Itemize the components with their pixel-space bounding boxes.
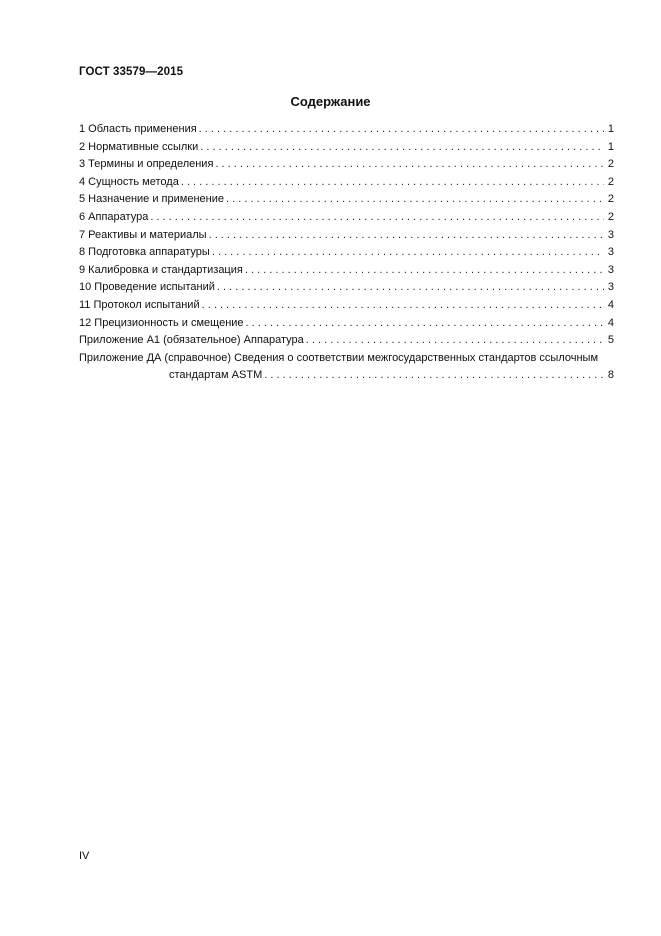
toc-entry-label: 2 Нормативные ссылки xyxy=(79,140,199,153)
toc-entry-page: 2 xyxy=(607,158,614,171)
toc-entry-apparatus[interactable] xyxy=(79,209,614,227)
toc-entry-page: 4 xyxy=(607,316,614,329)
dot-leader xyxy=(306,332,604,350)
toc-entry-label: 10 Проведение испытаний xyxy=(79,281,215,294)
dot-leader xyxy=(199,121,604,139)
toc-entry-page: 3 xyxy=(607,246,614,259)
table-of-contents xyxy=(79,121,614,385)
toc-entry-purpose[interactable] xyxy=(79,191,614,209)
toc-entry-label: 5 Назначение и применение xyxy=(79,193,224,206)
toc-entry-page: 2 xyxy=(607,175,614,188)
dot-leader xyxy=(226,191,604,209)
toc-entry-page: 3 xyxy=(607,228,614,241)
toc-entry-label: 6 Аппаратура xyxy=(79,210,149,223)
toc-entry-label: 3 Термины и определения xyxy=(79,158,214,171)
toc-entry-label: 11 Протокол испытаний xyxy=(79,298,200,311)
toc-entry-calibration[interactable] xyxy=(79,262,614,280)
page-number: IV xyxy=(79,850,90,862)
toc-entry-label: 12 Прецизионность и смещение xyxy=(79,316,244,329)
toc-entry-page: 3 xyxy=(607,281,614,294)
toc-entry-page: 3 xyxy=(607,263,614,276)
toc-entry-appendix-da[interactable] xyxy=(79,350,614,385)
dot-leader xyxy=(217,279,604,297)
toc-entry-page: 1 xyxy=(607,140,614,153)
toc-title: Содержание xyxy=(290,94,371,109)
dot-leader xyxy=(150,209,604,227)
toc-entry-method-essence[interactable] xyxy=(79,174,614,192)
toc-entry-label: 4 Сущность метода xyxy=(79,175,179,188)
toc-entry-scope[interactable] xyxy=(79,121,614,139)
document-code: ГОСТ 33579—2015 xyxy=(79,66,184,78)
dot-leader xyxy=(200,139,604,157)
dot-leader xyxy=(215,156,604,174)
toc-entry-page: 5 xyxy=(607,334,614,347)
dot-leader xyxy=(264,367,604,385)
toc-entry-precision[interactable] xyxy=(79,315,614,333)
toc-entry-page: 8 xyxy=(607,369,614,382)
toc-entry-label: 7 Реактивы и материалы xyxy=(79,228,207,241)
toc-entry-label: 8 Подготовка аппаратуры xyxy=(79,246,210,259)
toc-entry-test-report[interactable] xyxy=(79,297,614,315)
toc-entry-label: 1 Область применения xyxy=(79,123,197,135)
dot-leader xyxy=(181,174,604,192)
toc-entry-page: 2 xyxy=(607,193,614,206)
toc-entry-page: 4 xyxy=(607,298,614,311)
toc-entry-page: 1 xyxy=(607,123,614,135)
toc-entry-appendix-a1[interactable] xyxy=(79,332,614,350)
dot-leader xyxy=(202,297,604,315)
toc-entry-reagents[interactable] xyxy=(79,227,614,245)
dot-leader xyxy=(245,262,604,280)
toc-entry-terms[interactable] xyxy=(79,156,614,174)
toc-entry-label: 9 Калибровка и стандартизация xyxy=(79,263,243,276)
toc-entry-label-line1: Приложение ДА (справочное) Сведения о соответствии межгосударственных стандартов ссылочным xyxy=(79,351,599,364)
toc-entry-normative-references[interactable] xyxy=(79,139,614,157)
toc-entry-testing[interactable] xyxy=(79,279,614,297)
toc-entry-label-line2: стандартам ASTM xyxy=(169,369,263,382)
toc-entry-apparatus-preparation[interactable] xyxy=(79,244,614,262)
dot-leader xyxy=(212,244,604,262)
toc-entry-label: Приложение А1 (обязательное) Аппаратура xyxy=(79,334,304,347)
dot-leader xyxy=(246,315,604,333)
toc-entry-page: 2 xyxy=(607,210,614,223)
dot-leader xyxy=(209,227,604,245)
